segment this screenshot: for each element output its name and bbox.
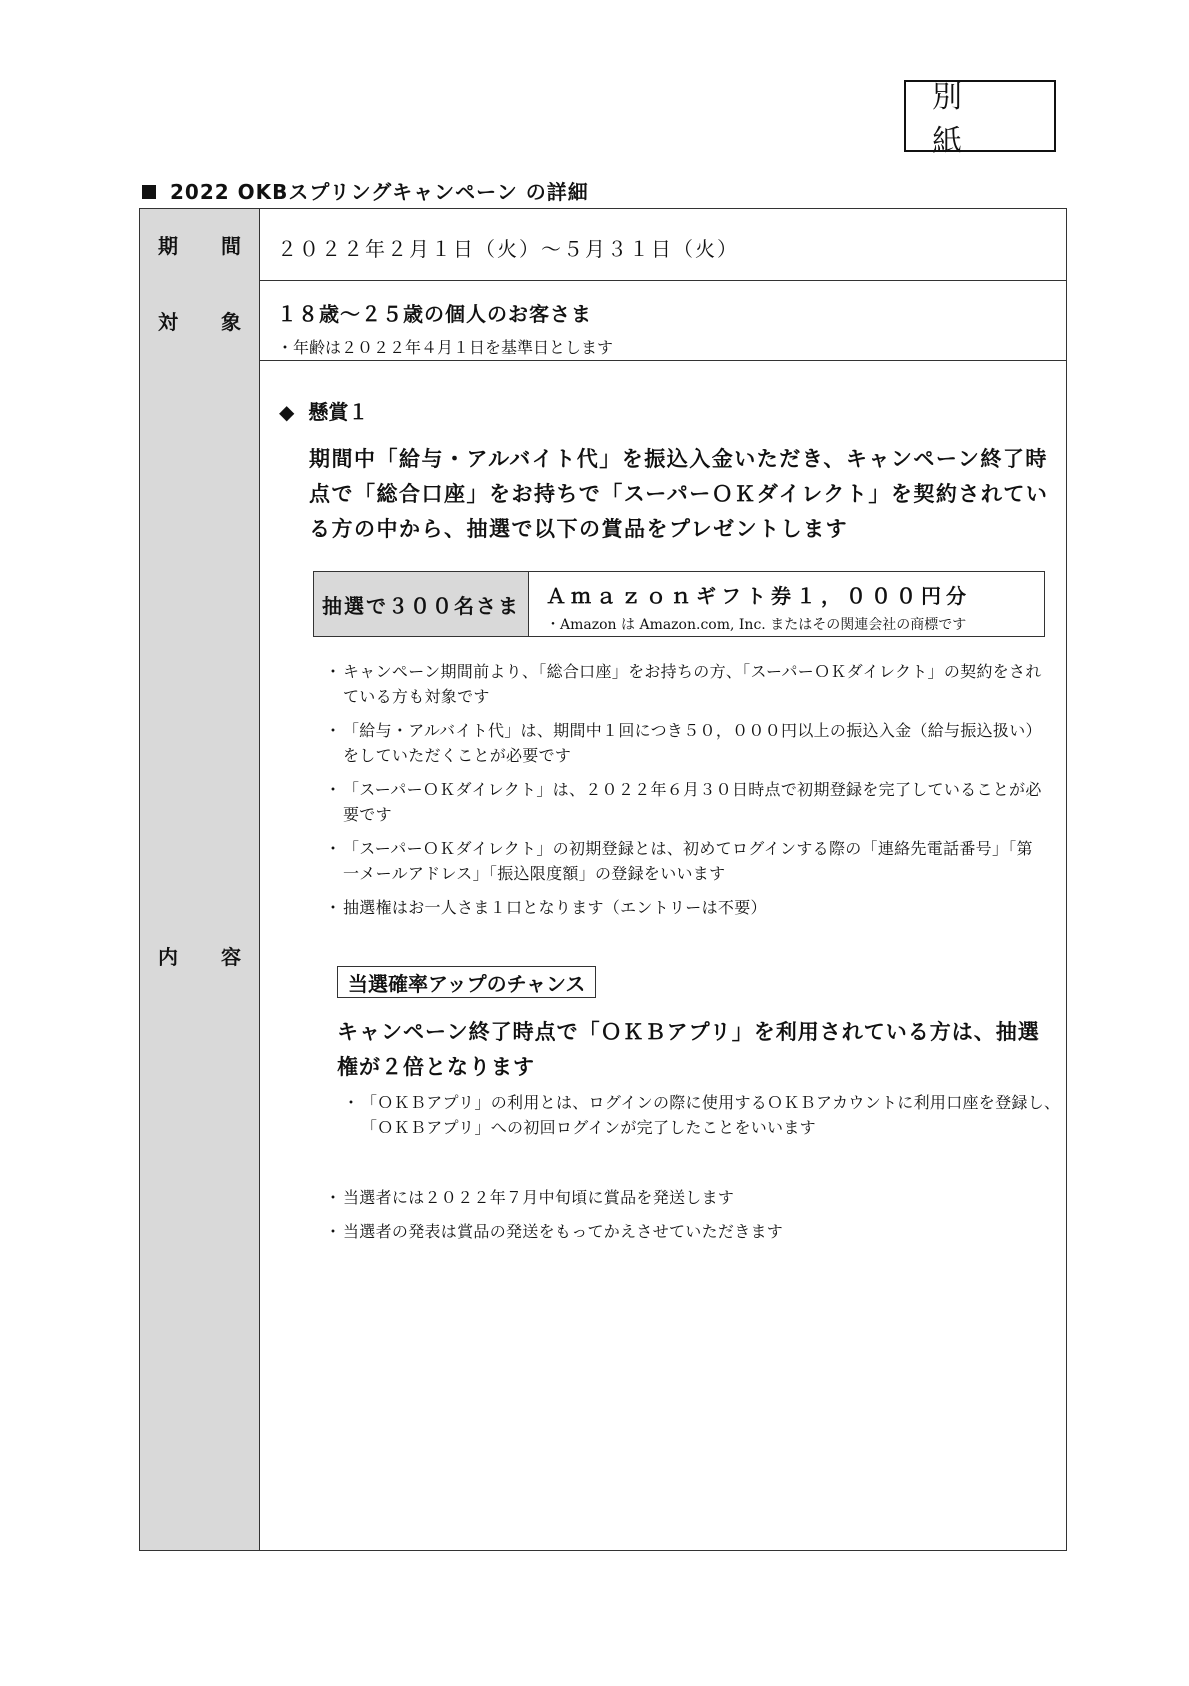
delivery-note: ・ 当選者には２０２２年７月中旬頃に賞品を発送します xyxy=(329,1185,1045,1210)
content-label: 内 容 xyxy=(140,360,260,1550)
chance-note: ・ 「ＯＫＢアプリ」の利用とは、ログインの際に使用するＯＫＢアカウントに利用口座を登録し、「ＯＫＢアプリ」への初回ログインが完了したことをいいます xyxy=(347,1090,1061,1140)
period-value: ２０２２年２月１日（火）～５月３１日（火） xyxy=(277,237,739,261)
condition-note: ・ 抽選権はお一人さま１口となります（エントリーは不要） xyxy=(329,895,1045,920)
condition-note: ・ 「スーパーＯＫダイレクト」は、２０２２年６月３０日時点で初期登録を完了していることが必要です xyxy=(329,777,1045,827)
content-row xyxy=(140,360,1066,1550)
target-label: 対 象 xyxy=(140,280,260,360)
chance-title: 当選確率アップのチャンス xyxy=(337,966,596,998)
content-cell xyxy=(261,1,1066,1550)
diamond-bullet-icon: ◆ xyxy=(279,400,295,424)
chance-description: キャンペーン終了時点で「ＯＫＢアプリ」を利用されている方は、抽選権が２倍となります xyxy=(337,1020,1040,1079)
prize-table xyxy=(313,571,1045,637)
condition-note: ・ 「スーパーＯＫダイレクト」の初期登録とは、初めてログインする際の「連絡先電話番号」「第一メールアドレス」「振込限度額」の登録をいいます xyxy=(329,836,1045,886)
square-bullet-icon xyxy=(142,185,156,199)
target-main: １８歳～２５歳の個人のお客さま xyxy=(277,302,592,326)
delivery-notes xyxy=(329,1185,1045,1253)
prize-winners: 抽選で３００名さま xyxy=(314,572,529,636)
period-label: 期 間 xyxy=(140,209,260,280)
prize-heading xyxy=(279,396,368,425)
condition-note: ・ 「給与・アルバイト代」は、期間中１回につき５０，０００円以上の振込入金（給与振込扱い）をしていただくことが必要です xyxy=(329,718,1045,768)
target-note: ・年齢は２０２２年４月１日を基準日とします xyxy=(277,338,614,357)
prize-description: 期間中「給与・アルバイト代」を振込入金いただき、キャンペーン終了時点で「総合口座」をお持ちで「スーパーＯＫダイレクト」を契約されている方の中から、抽選で以下の賞品をプレゼントします xyxy=(309,447,1049,541)
conditions-list xyxy=(329,659,1045,929)
delivery-note: ・ 当選者の発表は賞品の発送をもってかえさせていただきます xyxy=(329,1219,1045,1244)
trademark-note: ・Amazon は Amazon.com, Inc. またはその関連会社の商標です xyxy=(546,617,967,633)
prize-heading-text: 懸賞１ xyxy=(308,400,369,424)
prize-item: Ａｍａｚｏｎギフト券１，０００円分 xyxy=(546,584,971,608)
condition-note: ・ キャンペーン期間前より、「総合口座」をお持ちの方、「スーパーＯＫダイレクト」の契約をされている方も対象です xyxy=(329,659,1045,709)
annex-label: 別 紙 xyxy=(904,80,1056,152)
document-title-text: 2022 OKBスプリングキャンペーン の詳細 xyxy=(170,180,589,204)
campaign-details-table xyxy=(139,208,1067,1551)
